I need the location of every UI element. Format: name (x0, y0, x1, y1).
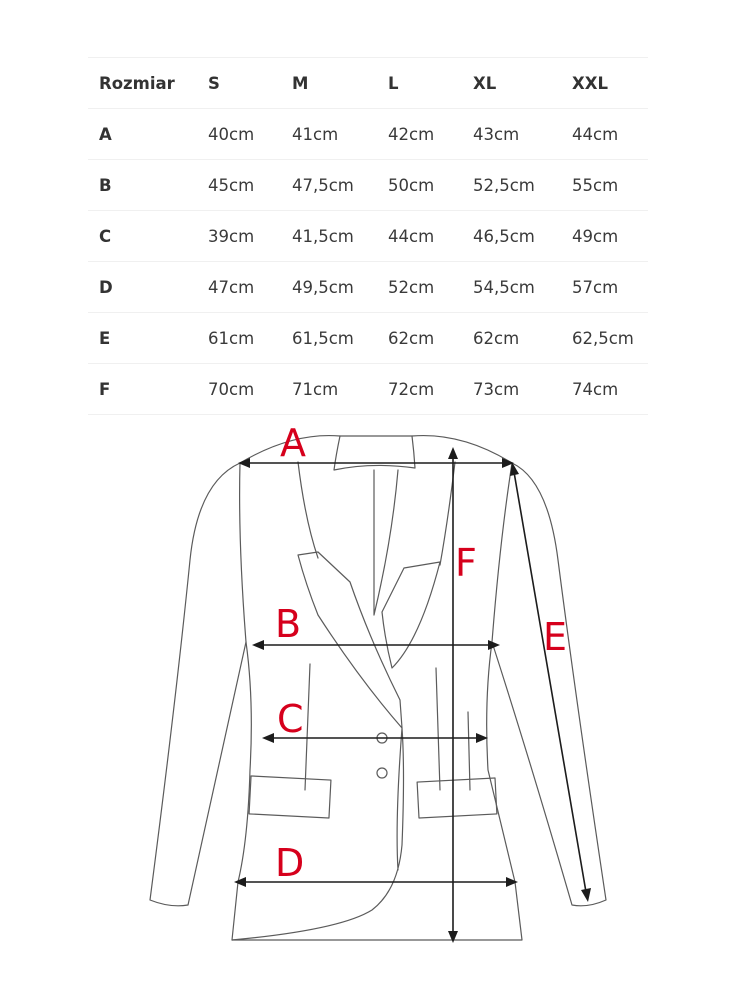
header-size-label: Rozmiar (99, 73, 175, 93)
measure-d (234, 841, 518, 887)
table-cell: 39cm (208, 226, 255, 246)
table-cell: 61cm (208, 328, 255, 348)
jacket-right-pocket (417, 778, 497, 818)
measure-d-arrow-right (506, 877, 518, 887)
header-xxl: XXL (572, 73, 608, 93)
measure-b-arrow-left (252, 640, 264, 650)
row-label: B (99, 175, 112, 195)
header-xl: XL (473, 73, 497, 93)
table-cell: 57cm (572, 277, 619, 297)
table-cell: 44cm (388, 226, 435, 246)
measure-f (448, 447, 477, 943)
header-m: M (292, 73, 309, 93)
jacket-left-sleeve (150, 463, 246, 906)
table-cell: 44cm (572, 124, 619, 144)
measure-b-label: B (275, 602, 302, 646)
table-cell: 74cm (572, 379, 619, 399)
table-cell: 50cm (388, 175, 435, 195)
table-cell: 42cm (388, 124, 435, 144)
jacket-front-edge (232, 728, 404, 940)
table-cell: 41cm (292, 124, 339, 144)
table-cell: 55cm (572, 175, 619, 195)
table-cell: 47cm (208, 277, 255, 297)
table-cell: 72cm (388, 379, 435, 399)
measure-d-label: D (275, 841, 305, 885)
table-cell: 43cm (473, 124, 520, 144)
row-label: F (99, 379, 111, 399)
measure-c (262, 697, 488, 743)
measure-e-label: E (543, 615, 568, 659)
jacket-left-pocket (249, 776, 331, 818)
jacket-right-sleeve (492, 463, 606, 906)
table-cell: 70cm (208, 379, 255, 399)
row-label: C (99, 226, 112, 246)
row-label: D (99, 277, 113, 297)
measure-f-label: F (455, 541, 477, 585)
measure-a-label: A (280, 421, 306, 465)
jacket-darts (305, 664, 470, 790)
measure-c-label: C (277, 697, 304, 741)
header-s: S (208, 73, 220, 93)
measure-b (252, 602, 500, 650)
table-cell: 62cm (473, 328, 520, 348)
measure-e-arrow-bottom (581, 888, 591, 902)
table-cell: 46,5cm (473, 226, 535, 246)
measure-c-arrow-left (262, 733, 274, 743)
measure-f-arrow-top (448, 447, 458, 459)
header-l: L (388, 73, 399, 93)
measure-e (510, 462, 591, 902)
table-cell: 52,5cm (473, 175, 535, 195)
table-cell: 47,5cm (292, 175, 354, 195)
table-cell: 61,5cm (292, 328, 354, 348)
table-cell: 49cm (572, 226, 619, 246)
table-cell: 71cm (292, 379, 339, 399)
jacket-right-lapel (382, 562, 440, 668)
table-cell: 73cm (473, 379, 520, 399)
table-cell: 54,5cm (473, 277, 535, 297)
table-cell: 52cm (388, 277, 435, 297)
table-cell: 41,5cm (292, 226, 354, 246)
table-cell: 62cm (388, 328, 435, 348)
table-cell: 62,5cm (572, 328, 634, 348)
table-cell: 49,5cm (292, 277, 354, 297)
table-cell: 40cm (208, 124, 255, 144)
jacket-outline (150, 436, 606, 940)
jacket-button-bottom (377, 768, 387, 778)
measure-f-arrow-bottom (448, 931, 458, 943)
measure-d-arrow-left (234, 877, 246, 887)
row-label: A (99, 124, 112, 144)
row-label: E (99, 328, 111, 348)
table-cell: 45cm (208, 175, 255, 195)
